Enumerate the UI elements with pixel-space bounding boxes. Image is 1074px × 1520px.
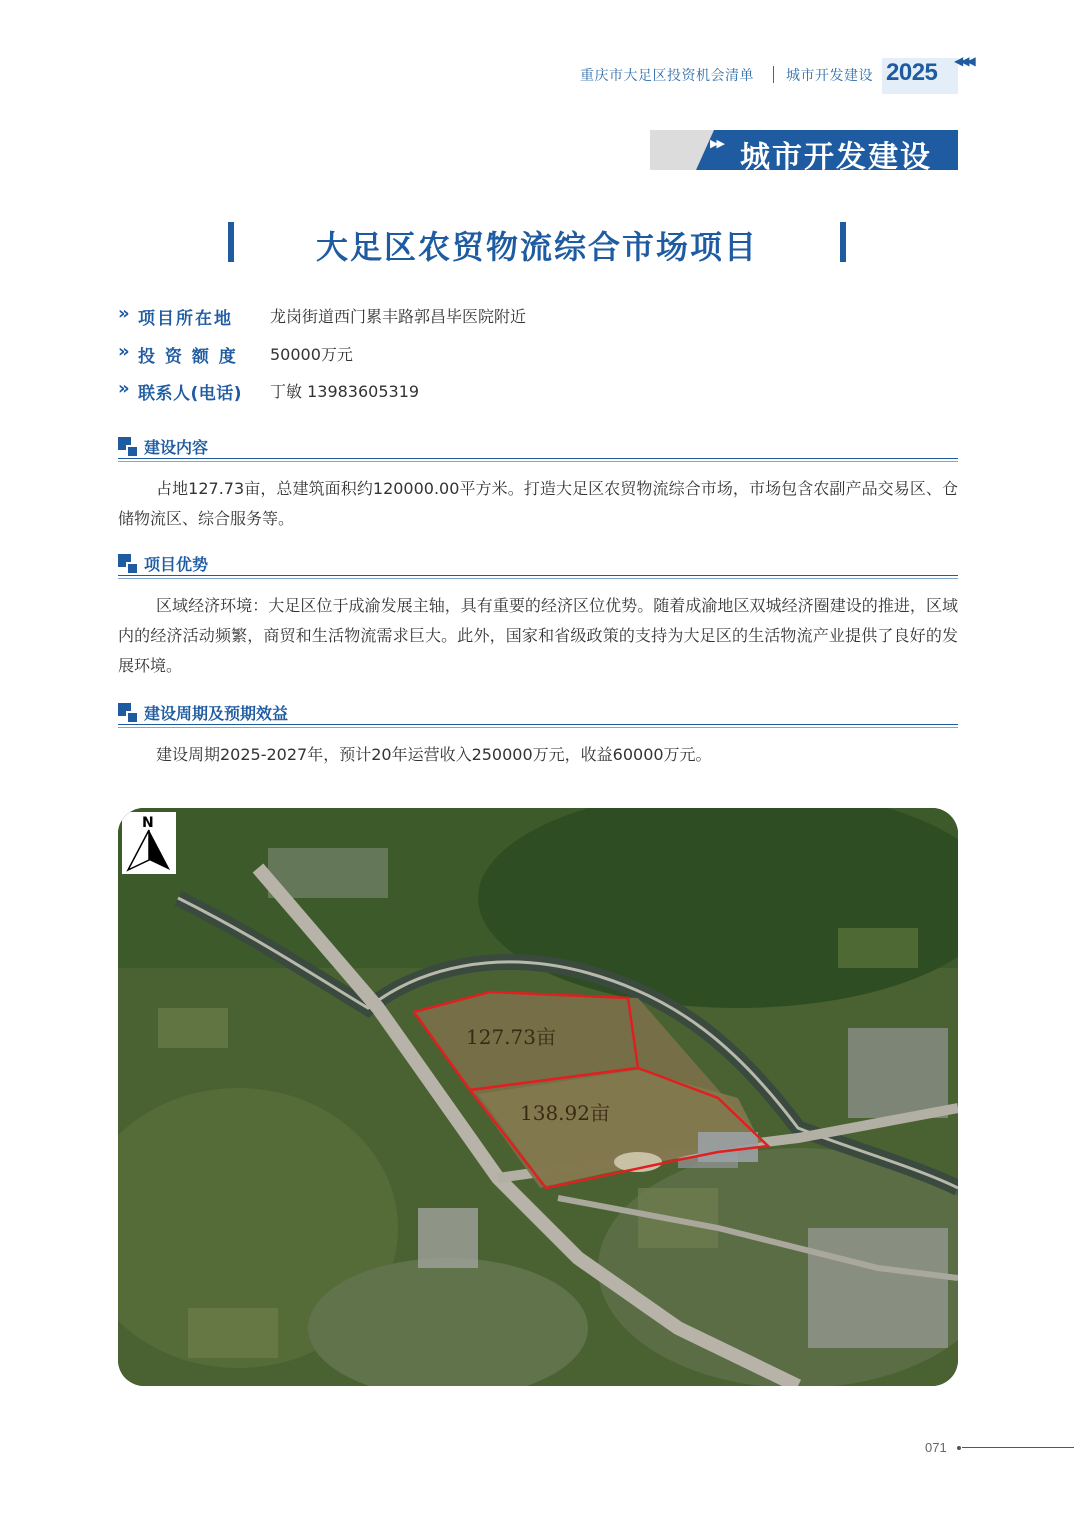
double-chevron-icon: » [118, 378, 130, 399]
header-divider [773, 66, 774, 83]
section-heading-schedule [118, 700, 958, 726]
double-chevron-icon: » [118, 341, 130, 362]
info-label: 联系人(电话) [138, 384, 243, 404]
section-heading-text: 项目优势 [144, 555, 209, 574]
page-dot [957, 1446, 961, 1450]
page-header [578, 54, 958, 94]
double-chevron-icon: » [118, 303, 130, 324]
section-square-icon [118, 554, 138, 574]
page-number: 071 [925, 1440, 947, 1455]
parcel-2-label: 138.92亩 [520, 1101, 610, 1125]
section-body: 区域经济环境：大足区位于成渝发展主轴，具有重要的经济区位优势。随着成渝地区双城经济圈建设的推进，区域内的经济活动频繁，商贸和生活物流需求巨大。此外，国家和省级政策的支持为大足区的生活物流产业提供了良好的发展环境。 [118, 596, 958, 675]
parcel-1-label: 127.73亩 [466, 1025, 556, 1049]
info-value: 50000万元 [270, 345, 353, 364]
satellite-map [118, 808, 958, 1386]
section-square-icon [118, 703, 138, 723]
banner-arrows-icon: ▶▶ [710, 137, 723, 150]
info-value: 丁敏 13983605319 [270, 382, 420, 401]
info-label: 项目所在地 [138, 309, 233, 329]
section-heading-text: 建设内容 [144, 438, 209, 457]
info-label: 投 资 额 度 [138, 347, 238, 367]
banner-title: 城市开发建设 [740, 140, 932, 175]
north-label: N [142, 815, 154, 831]
section-heading-advantages [118, 551, 958, 577]
section-heading-text: 建设周期及预期效益 [144, 704, 289, 723]
header-doc-title: 重庆市大足区投资机会清单 [580, 68, 754, 84]
north-arrow-icon [122, 812, 176, 874]
section-square-icon [118, 437, 138, 457]
header-year: 2025 [886, 59, 938, 86]
buildings [698, 1132, 758, 1162]
section-body: 占地127.73亩，总建筑面积约120000.00平方米。打造大足区农贸物流综合市场，市场包含农副产品交易区、仓储物流区、综合服务等。 [118, 479, 958, 528]
header-section: 城市开发建设 [786, 68, 873, 84]
title-bar-right [840, 222, 846, 262]
page-rule [962, 1447, 1074, 1448]
site-outline [118, 808, 958, 1386]
project-title: 大足区农贸物流综合市场项目 [315, 228, 758, 266]
info-value: 龙岗街道西门累丰路郭昌毕医院附近 [270, 307, 527, 326]
header-arrows-icon: ◀◀◀ [954, 54, 973, 68]
section-body: 建设周期2025-2027年，预计20年运营收入250000万元，收益60000万元。 [156, 745, 712, 764]
section-heading-content [118, 434, 958, 460]
